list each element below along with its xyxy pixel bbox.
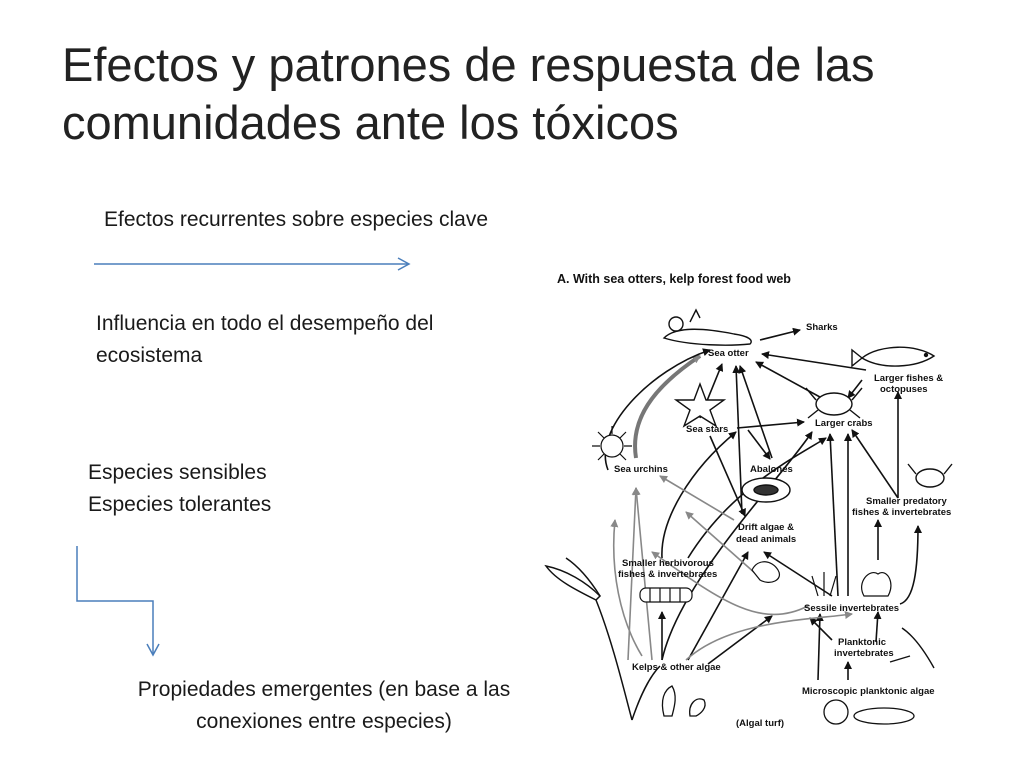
larger-fish-drawing <box>852 347 934 366</box>
ecosystem-influence-line2: ecosistema <box>96 344 203 367</box>
emergent-properties-line1: Propiedades emergentes (en base a las <box>137 678 511 701</box>
label-larger-fishes-1: Larger fishes & <box>874 373 944 384</box>
label-sea-stars: Sea stars <box>686 424 729 435</box>
isopod-drawing <box>640 588 692 602</box>
abalone-drawing <box>742 478 790 502</box>
algal-turf-drawing <box>662 686 705 716</box>
label-larger-crabs: Larger crabs <box>815 418 873 429</box>
sensitive-species-text: Especies sensibles <box>88 461 267 484</box>
label-sharks: Sharks <box>806 322 838 333</box>
planktonic-invertebrate-drawing <box>890 628 934 668</box>
recurrent-effects-text: Efectos recurrentes sobre especies clave <box>104 208 489 231</box>
label-smaller-predatory-2: fishes & invertebrates <box>852 507 952 518</box>
sea-star-drawing <box>676 384 724 426</box>
label-algal-turf: (Algal turf) <box>736 718 785 729</box>
drift-algae-drawing <box>752 562 779 583</box>
right-arrow <box>94 258 409 270</box>
smaller-crab-drawing <box>908 464 952 487</box>
sessile-invertebrates-drawing <box>812 572 891 596</box>
label-smaller-herbivorous-1: Smaller herbivorous <box>622 558 714 569</box>
label-larger-fishes-2: octopuses <box>880 384 928 395</box>
sea-otter-drawing <box>664 310 751 345</box>
label-planktonic-1: Planktonic <box>838 637 887 648</box>
ecosystem-influence-line1: Influencia en todo el desempeño del <box>96 312 434 335</box>
label-sea-urchins: Sea urchins <box>614 464 668 475</box>
label-smaller-predatory-1: Smaller predatory <box>866 496 947 507</box>
label-sea-otter: Sea otter <box>708 348 749 359</box>
tolerant-species-text: Especies tolerantes <box>88 493 272 516</box>
label-sessile-invertebrates: Sessile invertebrates <box>804 603 900 614</box>
slide-title-line2: comunidades ante los tóxicos <box>62 96 679 149</box>
label-smaller-herbivorous-2: fishes & invertebrates <box>618 569 718 580</box>
microscopic-algae-drawing <box>824 700 914 724</box>
slide-title-line1: Efectos y patrones de respuesta de las <box>62 38 875 91</box>
kelp-food-web-diagram <box>532 262 964 738</box>
larger-crab-drawing <box>806 388 862 418</box>
label-drift-algae-2: dead animals <box>736 534 797 545</box>
label-kelps: Kelps & other algae <box>632 662 721 673</box>
kelp-drawing <box>546 558 660 720</box>
elbow-down-arrow <box>77 546 159 655</box>
sea-urchin-drawing <box>592 426 632 460</box>
label-microscopic-algae: Microscopic planktonic algae <box>802 686 935 697</box>
label-drift-algae-1: Drift algae & <box>738 522 794 533</box>
label-abalones: Abalones <box>750 464 793 475</box>
food-web-title: A. With sea otters, kelp forest food web <box>557 272 791 286</box>
emergent-properties-line2: conexiones entre especies) <box>196 710 452 733</box>
label-planktonic-2: invertebrates <box>834 648 894 659</box>
